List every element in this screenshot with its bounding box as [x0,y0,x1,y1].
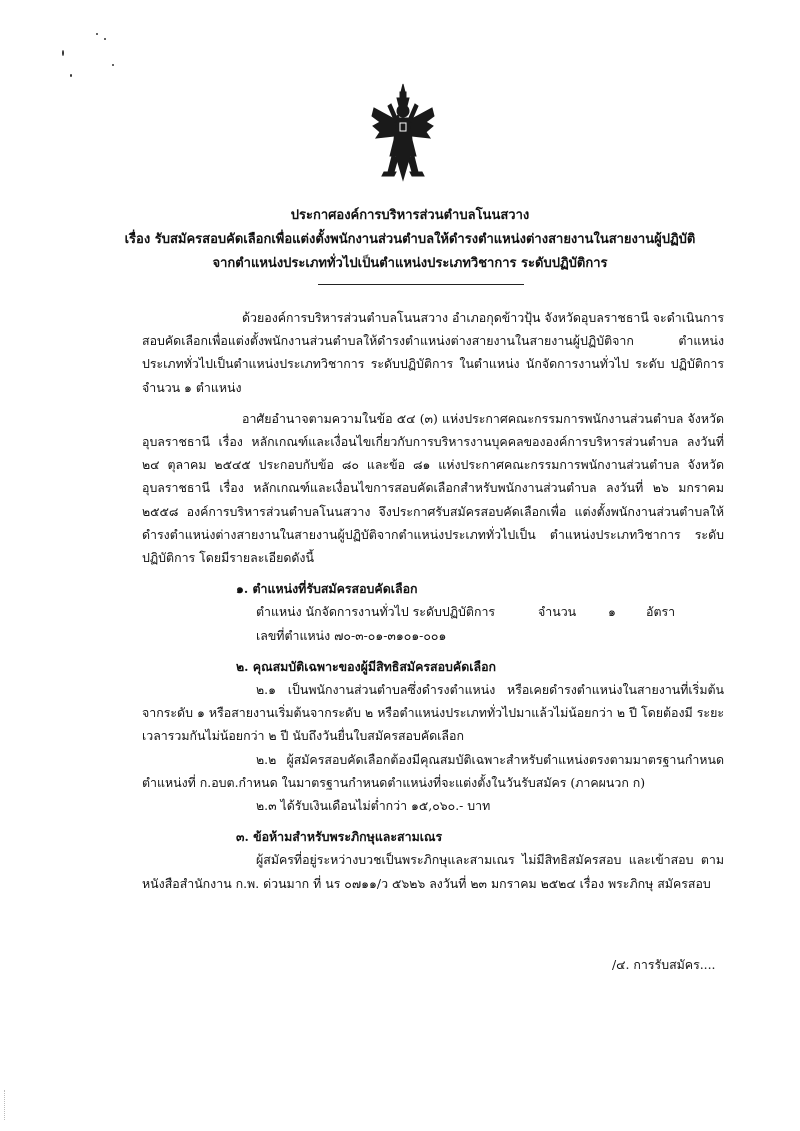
title-divider [318,284,524,285]
monk-restriction: ผู้สมัครที่อยู่ระหว่างบวชเป็นพระภิกษุและสามเณร ไม่มีสิทธิสมัครสอบ และเข้าสอบ ตามหนังสือสำนักงาน ก.พ. ด่วนมาก ที่ นร ๐๗๑๑/ว ๕๖๒๖ ลงวันที่ ๒๓ มกราคม ๒๕๒๔ เรื่อง พระภิกษุ สมัครสอบ [142,852,724,891]
count-label: จำนวน [538,604,577,620]
position-row [142,600,724,623]
intro-paragraph: ด้วยองค์การบริหารส่วนตำบลโนนสวาง อำเภอกุดข้าวปุ้น จังหวัดอุบลราชธานี จะดำเนินการสอบคัดเลือกเพื่อแต่งตั้งพนักงานส่วนตำบลให้ดำรงตำแหน่งต่างสายงานในสายงานผู้ปฏิบัติจาก ตำแหน่งประเภททั่วไปเป็นตำแหน่งประเภทวิชาการ ระดับปฏิบัติการ ในตำแหน่ง นักจัดการงานทั่วไป ระดับ ปฏิบัติการ จำนวน ๑ ตำแหน่ง [142,310,724,395]
scan-speck [70,74,72,77]
announcement-body [142,306,724,895]
section-1-heading: ๑. ตำแหน่งที่รับสมัครสอบคัดเลือก [236,581,418,597]
scan-speck [62,50,64,56]
announcement-title: ประกาศองค์การบริหารส่วนตำบลโนนสวาง [290,208,530,223]
announcement-header [110,200,710,276]
section-2-heading: ๒. คุณสมบัติเฉพาะของผู้มีสิทธิสมัครสอบคัดเลือก [236,658,497,674]
qualification-2-1: ๒.๑ เป็นพนักงานส่วนตำบลซึ่งดำรงตำแหน่ง หรือเคยดำรงตำแหน่งในสายงานที่เริ่มต้น จากระดับ ๑ หรือสายงานเริ่มต้นจากระดับ ๒ หรือตำแหน่งประเภททั่วไปมาแล้วไม่น้อยกว่า ๒ ปี โดยต้องมี ระยะเวลารวมกันไม่น้อยกว่า ๒ ปี นับถึงวันยื่นใบสมัครสอบคัดเลือก [142,682,724,744]
count-unit: อัตรา [646,604,676,620]
position-number: เลขที่ตำแหน่ง ๗๐-๓-๐๑-๓๑๐๑-๐๐๑ [256,627,447,643]
garuda-emblem-icon [370,82,436,182]
qualification-2-2: ๒.๒ ผู้สมัครสอบคัดเลือกต้องมีคุณสมบัติเฉพาะสำหรับตำแหน่งตรงตามมาตรฐานกำหนด ตำแหน่งที่ ก.อบต.กำหนด ในมาตรฐานกำหนดตำแหน่งที่จะแต่งตั้งในวันรับสมัคร (ภาคผนวก ก) [142,751,724,790]
count-value: ๑ [608,604,616,620]
scan-speck [96,33,98,35]
subject-line-2: จากตำแหน่งประเภททั่วไปเป็นตำแหน่งประเภทวิชาการ ระดับปฏิบัติการ [212,256,608,271]
authority-paragraph: อาศัยอำนาจตามความในข้อ ๕๔ (๓) แห่งประกาศคณะกรรมการพนักงานส่วนตำบล จังหวัดอุบลราชธานี เรื่อง หลักเกณฑ์และเงื่อนไขเกี่ยวกับการบริหารงานบุคคลขององค์การบริหารส่วนตำบล ลงวันที่ ๒๔ ตุลาคม ๒๕๔๕ ประกอบกับข้อ ๘๐ และข้อ ๘๑ แห่งประกาศคณะกรรมการพนักงานส่วนตำบล จังหวัดอุบลราชธานี เรื่อง หลักเกณฑ์และเงื่อนไขการสอบคัดเลือกสำหรับพนักงานส่วนตำบล ลงวันที่ ๒๖ มกราคม ๒๕๕๘ องค์การบริหารส่วนตำบลโนนสวาง จึงประกาศรับสมัครสอบคัดเลือกเพื่อ แต่งตั้งพนักงานส่วนตำบลให้ดำรงตำแหน่งต่างสายงานในสายงานผู้ปฏิบัติจากตำแหน่งประเภททั่วไปเป็น ตำแหน่งประเภทวิชาการ ระดับปฏิบัติการ โดยมีรายละเอียดดังนี้ [142,410,724,566]
page-continuation: /๔. การรับสมัคร.... [612,957,716,972]
scan-speck [112,64,114,66]
qualification-2-3: ๒.๓ ได้รับเงินเดือนไม่ต่ำกว่า ๑๕,๐๖๐.- บาท [256,798,491,814]
section-3-heading: ๓. ข้อห้ามสำหรับพระภิกษุและสามเณร [236,829,443,845]
position-title: ตำแหน่ง นักจัดการงานทั่วไป ระดับปฏิบัติการ [256,604,496,620]
scan-margin-mark [4,1090,7,1120]
subject-line-1: เรื่อง รับสมัครสอบคัดเลือกเพื่อแต่งตั้งพนักงานส่วนตำบลให้ดำรงตำแหน่งต่างสายงานในสายงานผู้ปฏิบัติ [124,232,696,247]
scan-speck [104,38,106,40]
